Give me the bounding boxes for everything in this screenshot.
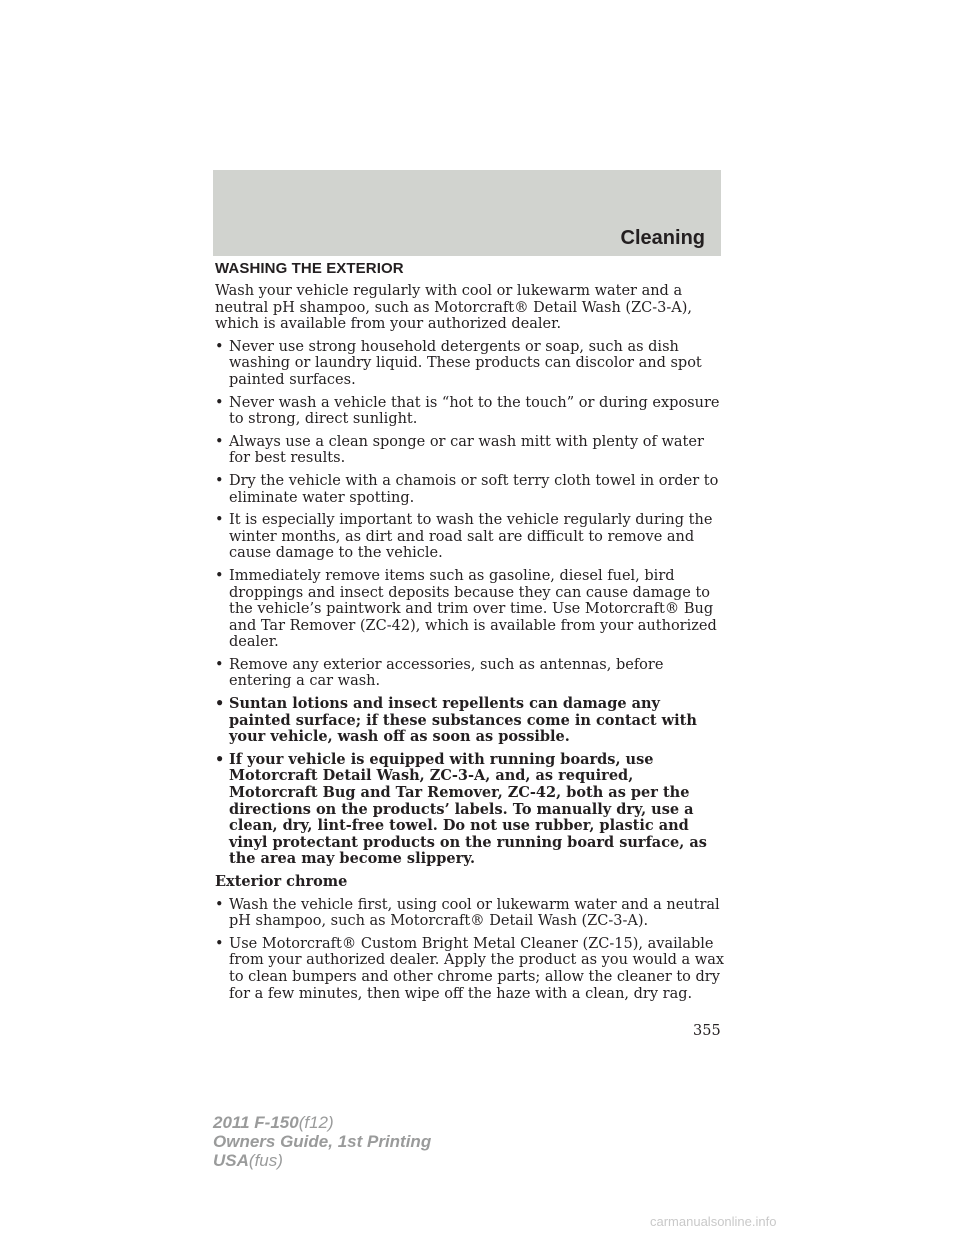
bullet-item: • Dry the vehicle with a chamois or soft terry cloth towel in order to eliminate water spotting. bbox=[215, 473, 725, 506]
bullet-item: • Remove any exterior accessories, such as antennas, before entering a car wash. bbox=[215, 657, 725, 690]
section-header-banner bbox=[213, 170, 721, 256]
bullet-item: • Use Motorcraft® Custom Bright Metal Cleaner (ZC-15), available from your authorized dealer. Apply the product as you would a wax to clean bumpers and other chrome parts; allow the cleaner to dry for a few minutes, then wipe off the haze with a clean, dry rag. bbox=[215, 936, 725, 1002]
watermark: carmanualsonline.info bbox=[650, 1214, 777, 1229]
bullet-item: • It is especially important to wash the vehicle regularly during the winter months, as dirt and road salt are difficult to remove and cause damage to the vehicle. bbox=[215, 512, 725, 562]
footer-model: 2011 F-150 bbox=[213, 1113, 299, 1132]
washing-exterior-heading: WASHING THE EXTERIOR bbox=[215, 260, 404, 277]
bullet-item: • Never use strong household detergents or soap, such as dish washing or laundry liquid. These products can discolor and spot painted surfaces. bbox=[215, 339, 725, 389]
footer-market: USA bbox=[213, 1151, 249, 1170]
bullet-item-warning: • If your vehicle is equipped with running boards, use Motorcraft Detail Wash, ZC-3-A, and, as required, Motorcraft Bug and Tar Remover, ZC-42, both as per the directions on the products’ labels. To manually dry, use a clean, dry, lint-free towel. Do not use rubber, plastic and vinyl protectant products on the running board surface, as the area may become slippery. bbox=[215, 752, 725, 868]
page-number: 355 bbox=[693, 1023, 721, 1039]
section-title: Cleaning bbox=[620, 227, 705, 249]
bullet-item: • Never wash a vehicle that is “hot to the touch” or during exposure to strong, direct sunlight. bbox=[215, 395, 725, 428]
chrome-bullet-list bbox=[215, 897, 725, 1003]
intro-paragraph: Wash your vehicle regularly with cool or lukewarm water and a neutral pH shampoo, such as Motorcraft® Detail Wash (ZC-3-A), which is available from your authorized dealer. bbox=[215, 283, 693, 333]
footer-market-code: (fus) bbox=[248, 1151, 283, 1170]
washing-bullet-list bbox=[215, 339, 725, 868]
footer-line-2: Owners Guide, 1st Printing bbox=[213, 1132, 432, 1151]
bullet-item: • Immediately remove items such as gasoline, diesel fuel, bird droppings and insect deposits because they can cause damage to the vehicle’s paintwork and trim over time. Use Motorcraft® Bug and Tar Remover (ZC-42), which is available from your authorized dealer. bbox=[215, 568, 725, 651]
exterior-chrome-heading: Exterior chrome bbox=[215, 873, 348, 890]
bullet-item: • Wash the vehicle first, using cool or lukewarm water and a neutral pH shampoo, such as Motorcraft® Detail Wash (ZC-3-A). bbox=[215, 897, 725, 930]
bullet-item-warning: • Suntan lotions and insect repellents can damage any painted surface; if these substances come in contact with your vehicle, wash off as soon as possible. bbox=[215, 696, 725, 746]
bullet-item: • Always use a clean sponge or car wash mitt with plenty of water for best results. bbox=[215, 434, 725, 467]
footer-line-1 bbox=[213, 1113, 431, 1132]
footer-model-code: (f12) bbox=[298, 1113, 334, 1132]
footer-line-3 bbox=[213, 1151, 431, 1170]
document-footer bbox=[213, 1113, 431, 1170]
page-content bbox=[215, 260, 725, 1008]
